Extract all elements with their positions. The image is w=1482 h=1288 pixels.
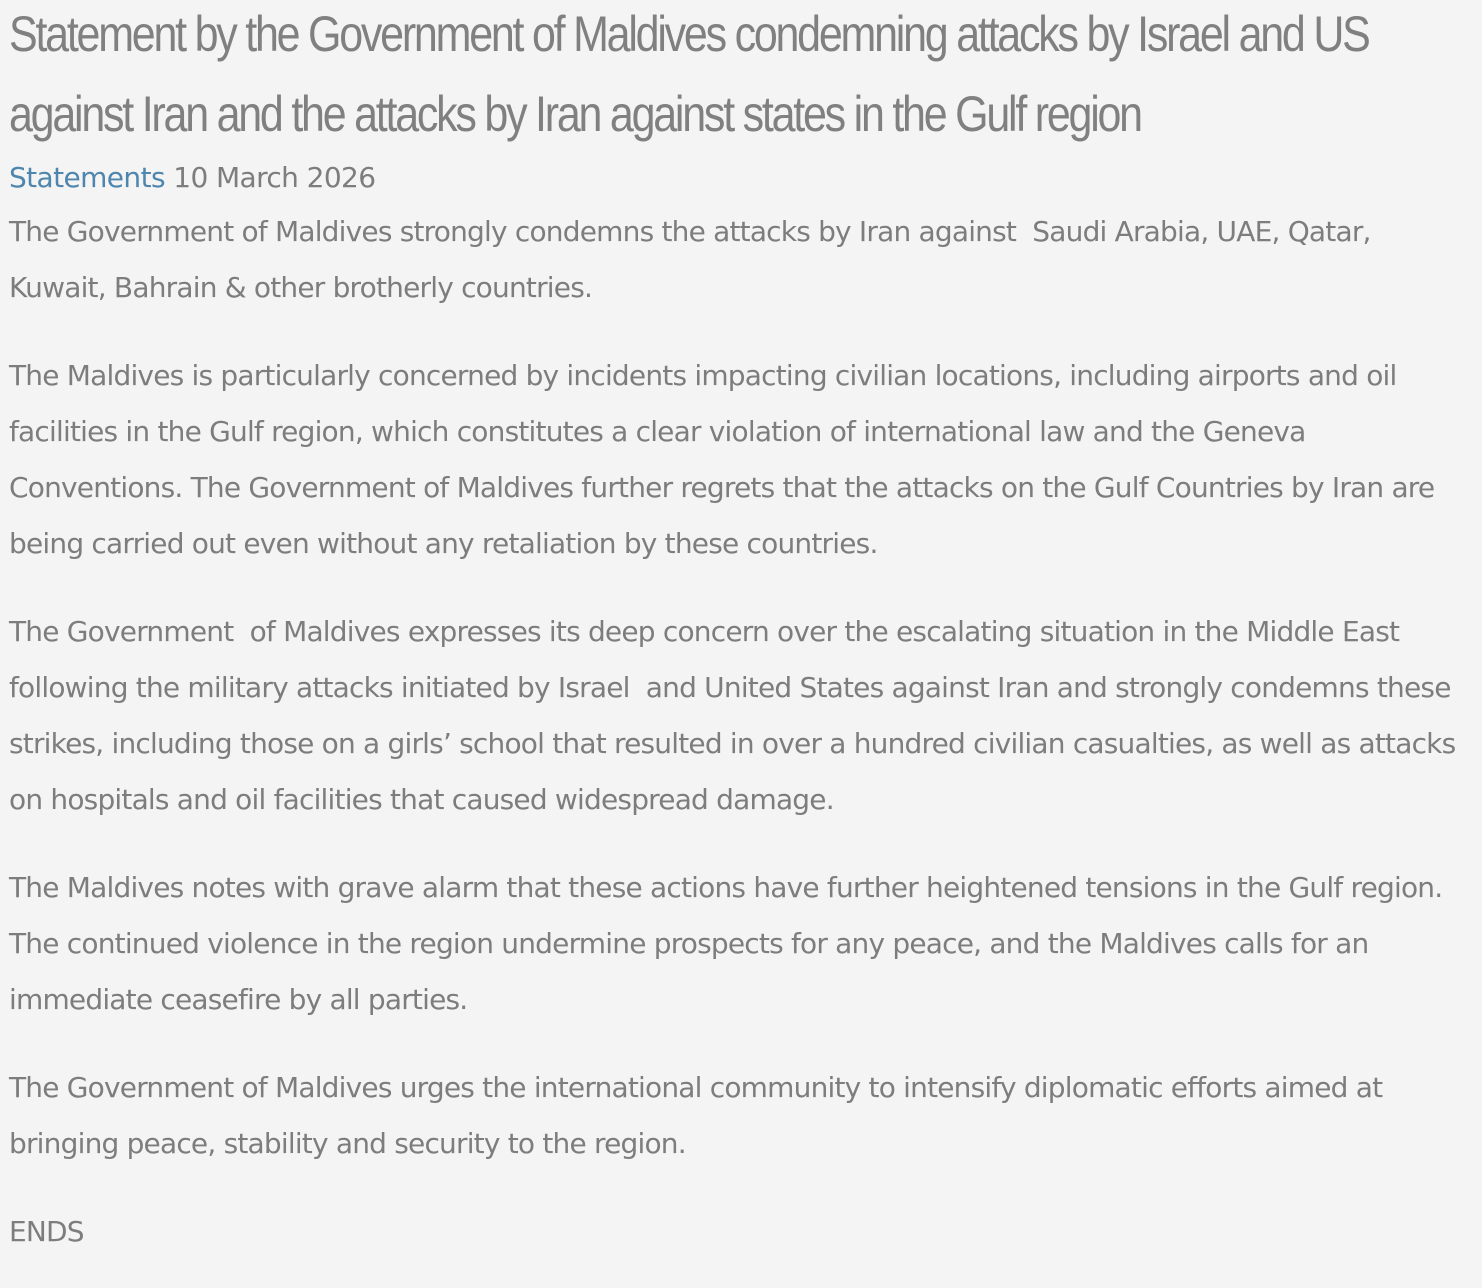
closing-text: ENDS bbox=[9, 1215, 84, 1248]
article-meta bbox=[9, 158, 1468, 198]
paragraph: The Maldives notes with grave alarm that these actions have further heightened tensions in the Gulf region. The continued violence in the region undermine prospects for any peace, and the Maldives calls for an immediate ceasefire by all parties. bbox=[9, 871, 1451, 1016]
article-date: 10 March 2026 bbox=[173, 161, 376, 194]
article-title: Statement by the Government of Maldives condemning attacks by Israel and US against Iran and the attacks by Iran against states in the Gulf region bbox=[9, 6, 1369, 142]
paragraph: The Government of Maldives expresses its deep concern over the escalating situation in the Middle East following the military attacks initiated by Israel and United States against Iran and strongly condemns these strikes, including those on a girls’ school that resulted in over a hundred civilian casualties, as well as attacks on hospitals and oil facilities that caused widespread damage. bbox=[9, 615, 1464, 816]
paragraph: The Maldives is particularly concerned by incidents impacting civilian locations, including airports and oil facilities in the Gulf region, which constitutes a clear violation of international law and the Geneva Conventions. The Government of Maldives further regrets that the attacks on the Gulf Countries by Iran are being carried out even without any retaliation by these countries. bbox=[9, 359, 1443, 560]
paragraph: The Government of Maldives urges the international community to intensify diplomatic efforts aimed at bringing peace, stability and security to the region. bbox=[9, 1071, 1391, 1160]
article-body bbox=[9, 204, 1468, 1260]
category-link[interactable]: Statements bbox=[9, 161, 165, 194]
paragraph: The Government of Maldives strongly condemns the attacks by Iran against Saudi Arabia, UAE, Qatar, Kuwait, Bahrain & other brotherly countries. bbox=[9, 215, 1379, 304]
